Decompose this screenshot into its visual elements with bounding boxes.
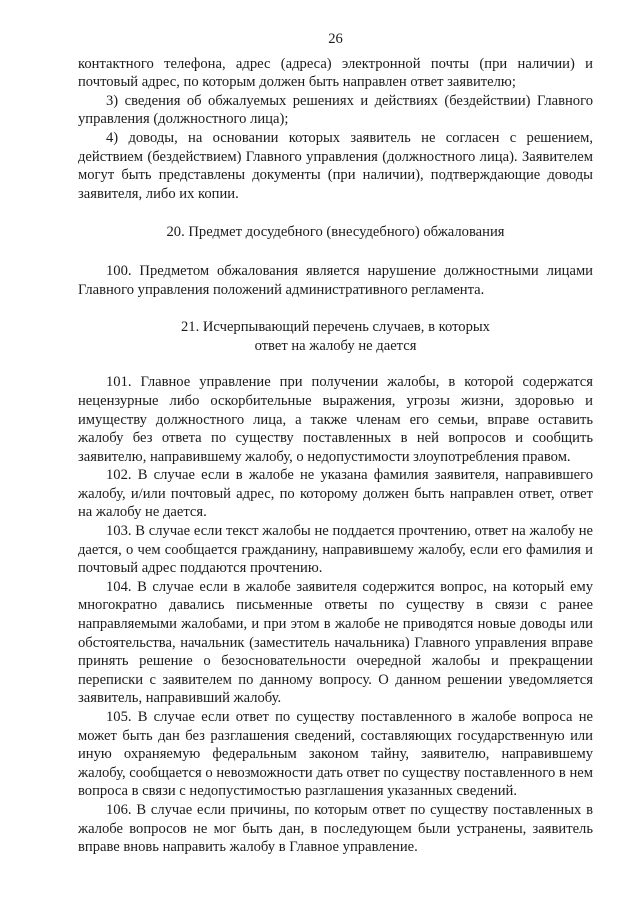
paragraph-contact-continuation: контактного телефона, адрес (адреса) электронной почты (при наличии) и почтовый адрес, по которым должен быть направлен ответ заявителю;: [78, 55, 593, 91]
paragraph-102: 102. В случае если в жалобе не указана фамилия заявителя, направившего жалобу, и/или почтовый адрес, по которому должен быть направлен ответ, ответ на жалобу не дается.: [78, 467, 593, 521]
section-21-title-line-1: 21. Исчерпывающий перечень случаев, в которых: [181, 319, 490, 336]
paragraph-104: 104. В случае если в жалобе заявителя содержится вопрос, на который ему многократно давались письменные ответы по существу в связи с ранее направляемыми жалобами, и при этом в жалобе не приводятся новые доводы или обстоятельства, начальник (заместитель начальника) Главного управления вправе принять решение о безосновательности очередной жалобы и прекращении переписки с заявителем по данному вопросу. О данном решении уведомляется заявитель, направивший жалобу.: [78, 578, 593, 707]
paragraph-100: 100. Предметом обжалования является нарушение должностными лицами Главного управления положений административного регламента.: [78, 262, 593, 298]
paragraph-item-3: 3) сведения об обжалуемых решениях и действиях (бездействии) Главного управления (должностного лица);: [78, 92, 593, 128]
paragraph-item-4: 4) доводы, на основании которых заявитель не согласен с решением, действием (бездействием) Главного управления (должностного лица). Заявителем могут быть представлены документы (при наличии), подтверждающие доводы заявителя, либо их копии.: [78, 129, 593, 202]
page-number: 26: [328, 31, 343, 47]
paragraph-103: 103. В случае если текст жалобы не поддается прочтению, ответ на жалобу не дается, о чем сообщается гражданину, направившему жалобу, если его фамилия и почтовый адрес поддаются прочтению.: [78, 523, 593, 577]
paragraph-101: 101. Главное управление при получении жалобы, в которой содержатся нецензурные либо оскорбительные выражения, угрозы жизни, здоровью и имуществу должностного лица, а также членам его семьи, вправе оставить жалобу без ответа по существу поставленных в ней вопросов и сообщить заявителю, направившему жалобу, о недопустимости злоупотребления правом.: [78, 374, 593, 465]
section-21-title: [78, 318, 593, 355]
section-20-title: 20. Предмет досудебного (внесудебного) обжалования: [166, 224, 505, 241]
document-page: [78, 30, 593, 857]
paragraph-106: 106. В случае если причины, по которым ответ по существу поставленных в жалобе вопросов не мог быть дан, в последующем были устранены, заявитель вправе вновь направить жалобу в Главное управление.: [78, 801, 593, 856]
section-21-title-line-2: ответ на жалобу не дается: [254, 337, 417, 354]
paragraph-105: 105. В случае если ответ по существу поставленного в жалобе вопроса не может быть дан без разглашения сведений, составляющих государственную или иную охраняемую федеральным законом тайну, заявителю, направившему жалобу, сообщается о невозможности дать ответ по существу поставленного в нем вопроса в связи с недопустимостью разглашения указанных сведений.: [78, 709, 593, 800]
